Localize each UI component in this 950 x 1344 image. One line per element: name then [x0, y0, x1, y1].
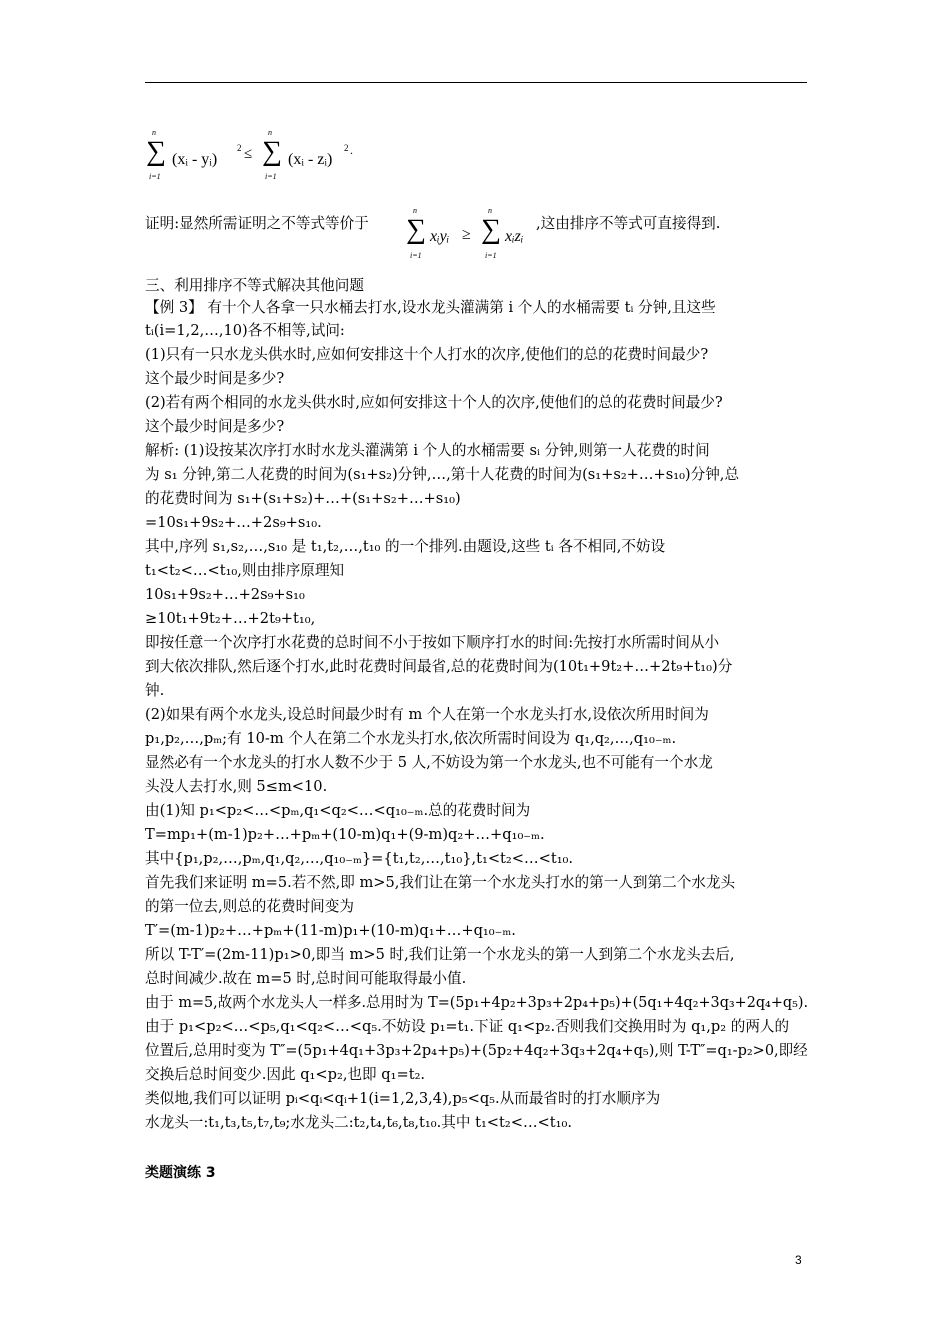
sum-upper-1: n	[152, 128, 156, 137]
text-line: 类似地,我们可以证明 pᵢ<qᵢ<qᵢ+1(i=1,2,3,4),p₅<q₅.从而最省时的打水顺序为	[145, 1090, 661, 1107]
text-line: 到大依次排队,然后逐个打水,此时花费时间最省,总的花费时间为(10t₁+9t₂+…+2t₉+t₁₀)分	[145, 658, 733, 675]
proof-lhs: xᵢyᵢ	[430, 228, 450, 245]
page-number: 3	[795, 1253, 802, 1267]
text-line: 交换后总时间变少.因此 q₁<p₂,也即 q₁=t₂.	[145, 1066, 426, 1083]
text-line: 【例 3】 有十个人各拿一只水桶去打水,设水龙头灌满第 i 个人的水桶需要 tᵢ 分钟,且这些	[145, 299, 716, 316]
text-line: 首先我们来证明 m=5.若不然,即 m>5,我们让在第一个水龙头打水的第一人到第二个水龙头	[145, 874, 736, 891]
text-line: =10s₁+9s₂+…+2s₉+s₁₀.	[145, 514, 322, 531]
text-line: 10s₁+9s₂+…+2s₉+s₁₀	[145, 586, 305, 603]
text-line: T=mp₁+(m-1)p₂+…+pₘ+(10-m)q₁+(9-m)q₂+…+q₁₀₋ₘ.	[145, 826, 545, 843]
sigma-symbol-1: ∑	[146, 136, 166, 167]
text-line: 其中{p₁,p₂,…,pₘ,q₁,q₂,…,q₁₀₋ₘ}={t₁,t₂,…,t₁₀},t₁<t₂<…<t₁₀.	[145, 850, 574, 867]
formula-right-exponent: 2	[344, 143, 349, 153]
proof-rhs: xᵢzᵢ	[505, 228, 524, 245]
text-line: t₁<t₂<…<t₁₀,则由排序原理知	[145, 562, 345, 579]
text-line: 头没人去打水,则 5≤m<10.	[145, 778, 328, 795]
formula-left-term: (xᵢ - yᵢ)	[172, 151, 218, 168]
text-line: 显然必有一个水龙头的打水人数不少于 5 人,不妨设为第一个水龙头,也不可能有一个水龙	[145, 754, 713, 771]
text-line: 其中,序列 s₁,s₂,…,s₁₀ 是 t₁,t₂,…,t₁₀ 的一个排列.由题设,这些 tᵢ 各不相同,不妨设	[145, 538, 666, 555]
text-line: (2)若有两个相同的水龙头供水时,应如何安排这十个人的次序,使他们的总的花费时间最少?	[145, 394, 723, 411]
proof-relation: ≥	[462, 226, 471, 243]
text-line: 为 s₁ 分钟,第二人花费的时间为(s₁+s₂)分钟,…,第十人花费的时间为(s₁+s₂+…+s₁₀)分钟,总	[145, 466, 740, 483]
text-line: 水龙头一:t₁,t₃,t₅,t₇,t₉;水龙头二:t₂,t₄,t₆,t₈,t₁₀.其中 t₁<t₂<…<t₁₀.	[145, 1114, 572, 1131]
header-rule	[145, 82, 807, 83]
proof-sum-upper-2: n	[488, 206, 492, 215]
proof-sigma-2: ∑	[481, 214, 501, 245]
text-line: tᵢ(i=1,2,…,10)各不相等,试问:	[145, 322, 345, 339]
text-line: 由于 p₁<p₂<…<p₅,q₁<q₂<…<q₅.不妨设 p₁=t₁.下证 q₁<p₂.否则我们交换用时为 q₁,p₂ 的两人的	[145, 1018, 790, 1035]
text-line: 由于 m=5,故两个水龙头人一样多.总用时为 T=(5p₁+4p₂+3p₃+2p₄+p₅)+(5q₁+4q₂+3q₃+2q₄+q₅).	[145, 994, 809, 1011]
text-line: 即按任意一个次序打水花费的总时间不小于按如下顺序打水的时间:先按打水所需时间从小	[145, 634, 720, 651]
sum-lower-2: i=1	[265, 172, 277, 181]
text-line: 的第一位去,则总的花费时间变为	[145, 898, 354, 915]
formula-right-term: (xᵢ - zᵢ)	[288, 151, 333, 168]
text-line: 总时间减少.故在 m=5 时,总时间可能取得最小值.	[145, 970, 467, 987]
text-line: 解析: (1)设按某次序打水时水龙头灌满第 i 个人的水桶需要 sᵢ 分钟,则第一人花费的时间	[145, 442, 710, 459]
text-line: 位置后,总用时变为 T″=(5p₁+4q₁+3p₃+2p₄+p₅)+(5p₂+4q₂+3q₃+2q₄+q₅),则 T-T″=q₁-p₂>0,即经	[145, 1042, 808, 1059]
proof-suffix: ,这由排序不等式可直接得到.	[536, 215, 721, 232]
text-line: 由(1)知 p₁<p₂<…<pₘ,q₁<q₂<…<q₁₀₋ₘ.总的花费时间为	[145, 802, 531, 819]
sigma-symbol-2: ∑	[262, 136, 282, 167]
proof-prefix: 证明:显然所需证明之不等式等价于	[145, 215, 369, 232]
sum-upper-2: n	[268, 128, 272, 137]
text-line: p₁,p₂,…,pₘ;有 10-m 个人在第二个水龙头打水,依次所需时间设为 q₁,q₂,…,q₁₀₋ₘ.	[145, 730, 677, 747]
section-heading: 三、利用排序不等式解决其他问题	[145, 277, 364, 294]
proof-sum-upper-1: n	[413, 206, 417, 215]
formula-relation: ≤	[244, 146, 253, 162]
text-line: 的花费时间为 s₁+(s₁+s₂)+…+(s₁+s₂+…+s₁₀)	[145, 490, 461, 507]
text-line: 所以 T-T′=(2m-11)p₁>0,即当 m>5 时,我们让第一个水龙头的第一人到第二个水龙头去后,	[145, 946, 735, 963]
formula-left-exponent: 2	[237, 143, 242, 153]
proof-sum-lower-2: i=1	[485, 251, 497, 260]
exercise-heading: 类题演练 3	[145, 1165, 216, 1181]
formula-end: .	[350, 143, 353, 157]
text-line: (1)只有一只水龙头供水时,应如何安排这十个人打水的次序,使他们的总的花费时间最少?	[145, 346, 709, 363]
proof-sigma-1: ∑	[406, 214, 426, 245]
text-line: 这个最少时间是多少?	[145, 370, 285, 387]
text-line: ≥10t₁+9t₂+…+2t₉+t₁₀,	[145, 610, 316, 627]
text-line: (2)如果有两个水龙头,设总时间最少时有 m 个人在第一个水龙头打水,设依次所用时间为	[145, 706, 709, 723]
proof-sum-lower-1: i=1	[410, 251, 422, 260]
sum-lower-1: i=1	[149, 172, 161, 181]
text-line: 这个最少时间是多少?	[145, 418, 285, 435]
text-line: T′=(m-1)p₂+…+pₘ+(11-m)p₁+(10-m)q₁+…+q₁₀₋ₘ.	[145, 922, 516, 939]
text-line: 钟.	[145, 682, 165, 699]
